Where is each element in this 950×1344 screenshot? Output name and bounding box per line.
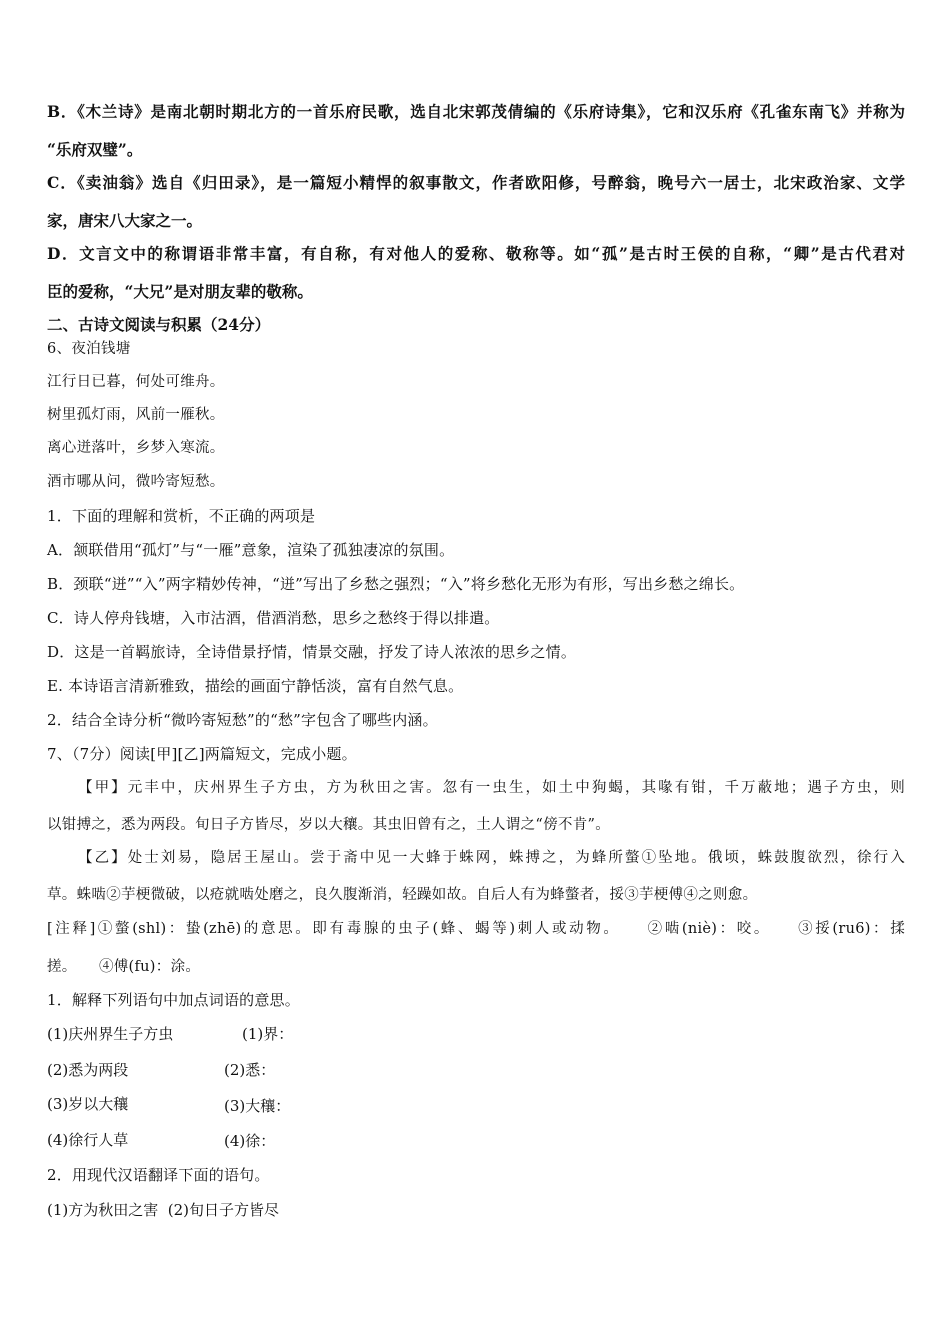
passage-yi-line1: 【乙】处士刘易，隐居王屋山。尝于斋中见一大蜂于蛛网，蛛搏之，为蜂所螫①坠地。俄顷，蛛鼓腹欲烈，徐行入: [78, 850, 905, 866]
section-heading: 二、古诗文阅读与积累（24分）: [47, 315, 271, 334]
option-c-line1: C．《卖油翁》选自《归田录》，是一篇短小精悍的叙事散文，作者欧阳修，号醉翁，晚号六一居士，北宋政治家、文学: [47, 173, 905, 192]
poem-line: 江行日已暮，何处可维舟。: [47, 374, 225, 390]
q7-sub1: 1．解释下列语句中加点词语的意思。: [47, 991, 300, 1009]
option-b-line2: “乐府双璧”。: [47, 140, 143, 159]
vocab-phrase: (4)徐行人草: [47, 1131, 129, 1149]
passage-yi-line2: 草。蛛啮②芋梗微破，以疮就啮处磨之，良久腹渐消，轻躁如故。自后人有为蜂螫者，挼③芋梗傅④之则愈。: [47, 887, 758, 903]
annotation-line1: [注释]①螫(shl)：蛰(zhē)的意思。即有毒腺的虫子(蜂、蝎等)刺人或动物。 ②啮(niè)：咬。 ③挼(ru6)：揉: [47, 921, 905, 937]
option-c-line2: 家，唐宋八大家之一。: [47, 211, 203, 230]
q6-sub1: 1．下面的理解和赏析，不正确的两项是: [47, 507, 316, 525]
passage-jia-line1: 【甲】元丰中，庆州界生子方虫，方为秋田之害。忽有一虫生，如土中狗蝎，其喙有钳，千万蔽地；遇子方虫，则: [78, 780, 905, 796]
q7-sub2: 2．用现代汉语翻译下面的语句。: [47, 1166, 270, 1184]
q6-option-d: D．这是一首羁旅诗，全诗借景抒情，情景交融，抒发了诗人浓浓的思乡之情。: [47, 643, 577, 661]
translate-items: (1)方为秋田之害 (2)旬日子方皆尽: [47, 1201, 280, 1219]
passage-jia-line2: 以钳搏之，悉为两段。旬日子方皆尽，岁以大穰。其虫旧曾有之，土人谓之“傍不肯”。: [47, 817, 611, 833]
vocab-answer-blank: (1)界：: [242, 1025, 294, 1043]
q6-option-e: E. 本诗语言清新雅致，描绘的画面宁静恬淡，富有自然气息。: [47, 677, 464, 695]
vocab-answer-blank: (2)悉：: [224, 1061, 276, 1079]
q6-sub2: 2．结合全诗分析“微吟寄短愁”的“愁”字包含了哪些内涵。: [47, 711, 438, 729]
q6-title: 6、夜泊钱塘: [47, 341, 131, 357]
vocab-answer-blank: (4)徐：: [224, 1132, 276, 1150]
q6-option-c: C．诗人停舟钱塘，入市沽酒，借酒消愁，思乡之愁终于得以排遣。: [47, 609, 500, 627]
option-d-line1: D．文言文中的称谓语非常丰富，有自称，有对他人的爱称、敬称等。如“孤”是古时王侯的自称，“卿”是古代君对: [47, 244, 905, 263]
vocab-answer-blank: (3)大穰：: [224, 1097, 291, 1115]
q6-option-a: A．颔联借用“孤灯”与“一雁”意象，渲染了孤独凄凉的氛围。: [47, 541, 455, 559]
poem-line: 树里孤灯雨，风前一雁秋。: [47, 407, 225, 423]
q6-option-b: B．颈联“迸”“入”两字精妙传神，“迸”写出了乡愁之强烈；“入”将乡愁化无形为有形，写出乡愁之绵长。: [47, 575, 745, 593]
q7-title: 7、（7分）阅读[甲][乙]两篇短文，完成小题。: [47, 745, 357, 763]
poem-line: 离心迸落叶，乡梦入寒流。: [47, 440, 225, 456]
poem-line: 酒市哪从问，微吟寄短愁。: [47, 474, 225, 490]
annotation-line2: 搓。 ④傅(fu)：涂。: [47, 959, 201, 975]
vocab-phrase: (3)岁以大穰: [47, 1095, 129, 1113]
vocab-phrase: (1)庆州界生子方虫: [47, 1025, 174, 1043]
option-d-line2: 臣的爱称，“大兄”是对朋友辈的敬称。: [47, 282, 313, 301]
vocab-phrase: (2)悉为两段: [47, 1061, 129, 1079]
option-b-line1: B．《木兰诗》是南北朝时期北方的一首乐府民歌，选自北宋郭茂倩编的《乐府诗集》，它和汉乐府《孔雀东南飞》并称为: [47, 102, 905, 121]
